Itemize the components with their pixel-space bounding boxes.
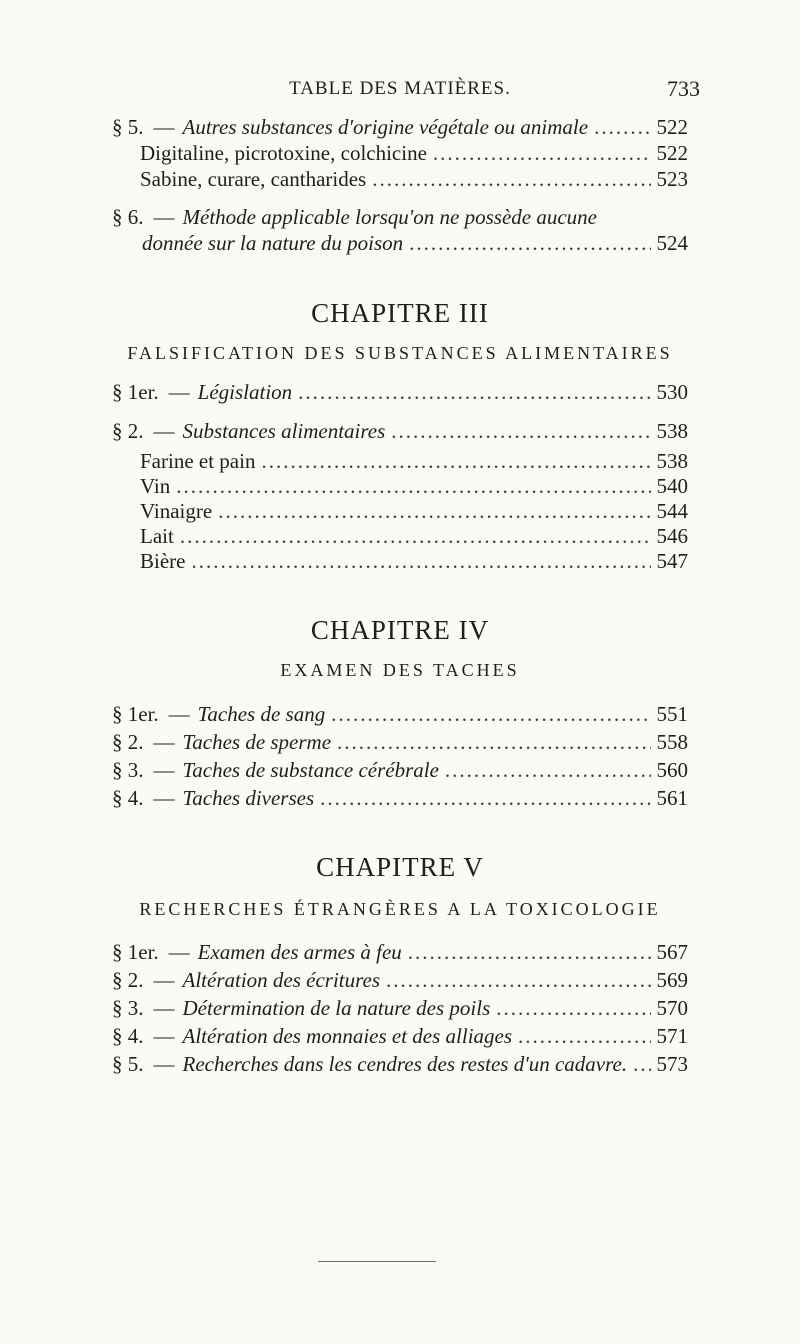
section-dash: —	[153, 786, 175, 810]
dot-leader	[445, 757, 651, 783]
section-title: Altération des monnaies et des alliages	[182, 1024, 513, 1048]
dot-leader	[372, 166, 650, 192]
chapter-5-subtitle: RECHERCHES ÉTRANGÈRES A LA TOXICOLOGIE	[139, 899, 661, 919]
chapter-3-heading: CHAPITRE III	[311, 298, 489, 328]
dot-leader	[320, 785, 650, 811]
section-dash: —	[153, 1024, 175, 1048]
toc-subentry-sabine	[140, 166, 688, 192]
subentry-title: Vinaigre	[140, 499, 213, 523]
subentry-page: 547	[656, 549, 688, 573]
section-page: 522	[656, 115, 688, 139]
dot-leader	[331, 701, 650, 727]
toc-entry-poils	[112, 995, 688, 1021]
dot-leader	[180, 523, 651, 549]
dot-leader	[633, 1051, 650, 1077]
toc-subentry-biere	[140, 548, 688, 574]
section-title: Méthode applicable lorsqu'on ne possède aucune	[182, 205, 597, 229]
dot-leader	[594, 114, 650, 140]
toc-entry-section-5	[112, 114, 688, 140]
section-page: 570	[656, 996, 688, 1020]
section-title: Recherches dans les cendres des restes d'un cadavre.	[182, 1052, 628, 1076]
section-number: § 1er.	[112, 702, 159, 726]
dot-leader	[218, 498, 650, 524]
section-page: 569	[656, 968, 688, 992]
dot-leader	[298, 379, 650, 405]
toc-subentry-digitaline	[140, 140, 688, 166]
section-title: Taches de substance cérébrale	[182, 758, 439, 782]
subentry-title: Digitaline, picrotoxine, colchicine	[140, 141, 427, 165]
dot-leader	[176, 473, 650, 499]
section-page: 561	[656, 786, 688, 810]
section-page: 558	[656, 730, 688, 754]
toc-subentry-farine	[140, 448, 688, 474]
section-number: § 2.	[112, 419, 144, 443]
section-number: § 4.	[112, 1024, 144, 1048]
section-number: § 6.	[112, 205, 144, 229]
toc-entry-section-6	[112, 204, 688, 230]
toc-entry-ecritures	[112, 967, 688, 993]
section-title: Taches de sang	[197, 702, 326, 726]
subentry-title: Bière	[140, 549, 186, 573]
section-title: Taches diverses	[182, 786, 315, 810]
subentry-title: Farine et pain	[140, 449, 256, 473]
section-title: Autres substances d'origine végétale ou animale	[182, 115, 589, 139]
section-number: § 1er.	[112, 380, 159, 404]
section-page: 530	[656, 380, 688, 404]
page-number: 733	[667, 76, 700, 101]
toc-entry-taches-sperme	[112, 729, 688, 755]
chapter-3-subtitle: FALSIFICATION DES SUBSTANCES ALIMENTAIRES	[127, 343, 673, 363]
running-head	[100, 76, 700, 106]
subentry-title: Sabine, curare, cantharides	[140, 167, 367, 191]
subentry-page: 546	[656, 524, 688, 548]
dot-leader	[433, 140, 651, 166]
chapter-4-heading: CHAPITRE IV	[310, 615, 490, 645]
section-page: 538	[656, 419, 688, 443]
dot-leader	[261, 448, 650, 474]
section-title: Législation	[197, 380, 293, 404]
section-title: Altération des écritures	[182, 968, 381, 992]
section-number: § 2.	[112, 968, 144, 992]
section-title: Détermination de la nature des poils	[182, 996, 491, 1020]
dot-leader	[496, 995, 650, 1021]
section-page: 573	[656, 1052, 688, 1076]
dot-leader	[386, 967, 650, 993]
section-dash: —	[153, 758, 175, 782]
toc-entry-monnaies	[112, 1023, 688, 1049]
toc-entry-taches-diverses	[112, 785, 688, 811]
dot-leader	[391, 418, 650, 444]
toc-entry-substances	[112, 418, 688, 444]
chapter-5-heading: CHAPITRE V	[316, 852, 484, 882]
toc-subentry-vin	[140, 473, 688, 499]
toc-entry-taches-sang	[112, 701, 688, 727]
toc-subentry-vinaigre	[140, 498, 688, 524]
dot-leader	[408, 939, 651, 965]
closing-rule	[318, 1261, 436, 1262]
chapter-4-subtitle: EXAMEN DES TACHES	[280, 660, 520, 680]
section-dash: —	[168, 940, 190, 964]
section-title: Substances alimentaires	[182, 419, 386, 443]
toc-entry-legislation	[112, 379, 688, 405]
section-dash: —	[153, 996, 175, 1020]
toc-entry-armes	[112, 939, 688, 965]
subentry-page: 544	[656, 499, 688, 523]
toc-entry-section-6-cont	[142, 230, 688, 256]
subentry-title: Lait	[140, 524, 174, 548]
section-page: 524	[656, 231, 688, 255]
dot-leader	[518, 1023, 650, 1049]
subentry-page: 523	[656, 167, 688, 191]
toc-entry-taches-cerebrale	[112, 757, 688, 783]
section-number: § 2.	[112, 730, 144, 754]
section-dash: —	[153, 419, 175, 443]
section-title: Examen des armes à feu	[197, 940, 402, 964]
section-dash: —	[153, 1052, 175, 1076]
section-page: 567	[656, 940, 688, 964]
toc-entry-cendres	[112, 1051, 688, 1077]
section-dash: —	[153, 205, 175, 229]
section-number: § 4.	[112, 786, 144, 810]
section-title-cont: donnée sur la nature du poison	[142, 231, 404, 255]
subentry-title: Vin	[140, 474, 171, 498]
section-dash: —	[153, 730, 175, 754]
section-page: 551	[656, 702, 688, 726]
section-page: 560	[656, 758, 688, 782]
section-number: § 3.	[112, 996, 144, 1020]
section-dash: —	[153, 115, 175, 139]
section-number: § 5.	[112, 115, 144, 139]
toc-subentry-lait	[140, 523, 688, 549]
section-number: § 5.	[112, 1052, 144, 1076]
section-page: 571	[656, 1024, 688, 1048]
section-dash: —	[153, 968, 175, 992]
section-number: § 3.	[112, 758, 144, 782]
section-dash: —	[168, 380, 190, 404]
subentry-page: 538	[656, 449, 688, 473]
running-title: TABLE DES MATIÈRES.	[289, 78, 511, 99]
dot-leader	[191, 548, 650, 574]
dot-leader	[337, 729, 650, 755]
subentry-page: 522	[656, 141, 688, 165]
section-title: Taches de sperme	[182, 730, 332, 754]
dot-leader	[409, 230, 650, 256]
subentry-page: 540	[656, 474, 688, 498]
section-number: § 1er.	[112, 940, 159, 964]
section-dash: —	[168, 702, 190, 726]
